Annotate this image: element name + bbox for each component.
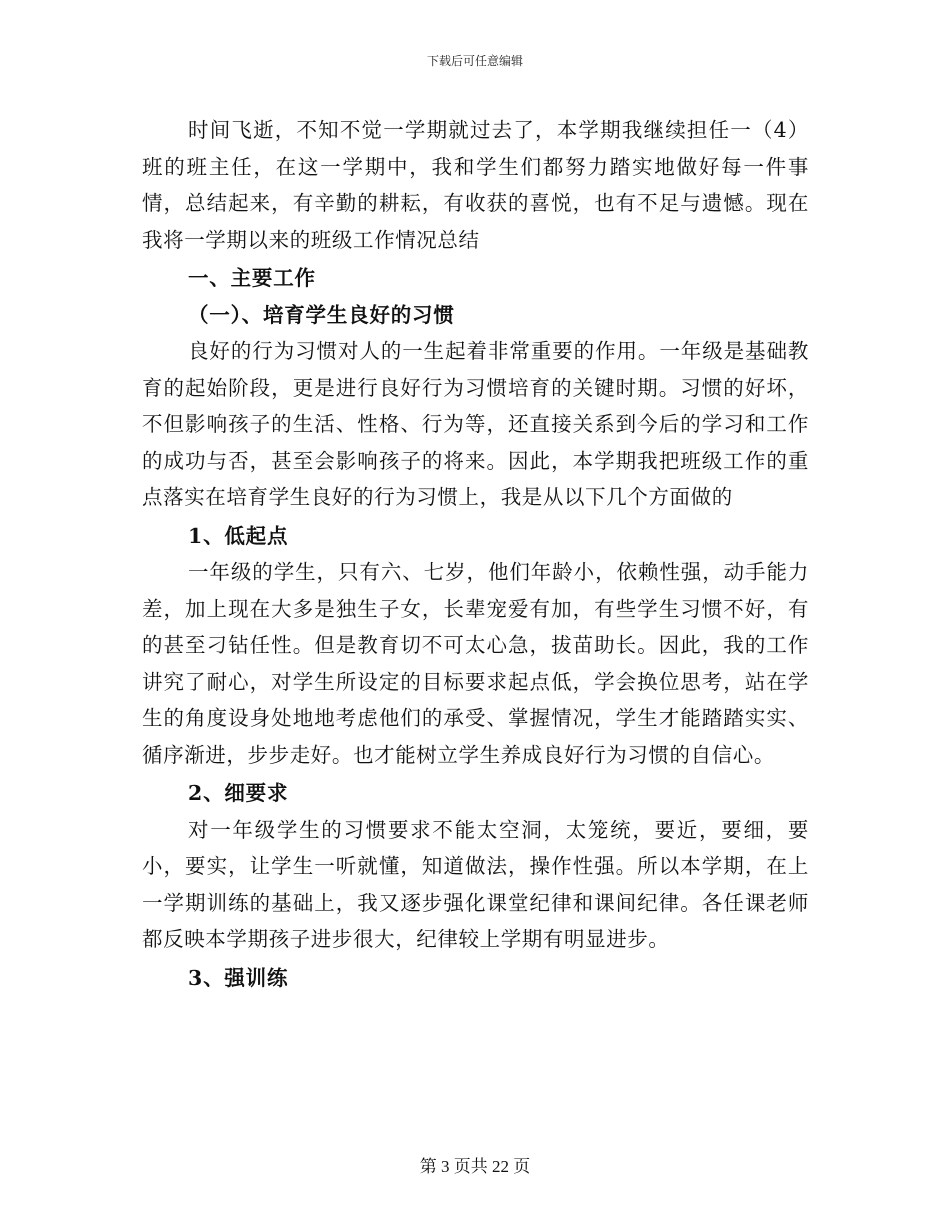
detailed-requirements-paragraph: 对一年级学生的习惯要求不能太空洞，太笼统，要近，要细，要小，要实，让学生一听就懂，知道做法，操作性强。所以本学期，在上一学期训练的基础上，我又逐步强化课堂纪律和课间纪律。各任课老师都反映本学期孩子进步很大，纪律较上学期有明显进步。	[142, 817, 809, 951]
section-heading-main-work: 一、主要工作	[188, 266, 316, 290]
subsection-heading-habits: （一）、培育学生良好的习惯	[188, 302, 455, 327]
item-heading-detailed-requirements: 2、细要求	[188, 781, 289, 805]
item-heading-low-start: 1、低起点	[188, 523, 289, 548]
intro-paragraph: 时间飞逝，不知不觉一学期就过去了，本学期我继续担任一（4）班的班主任，在这一学期中，我和学生们都努力踏实地做好每一件事情，总结起来，有辛勤的耕耘，有收获的喜悦，也有不足与遗憾。现在我将一学期以来的班级工作情况总结	[142, 118, 809, 252]
page-number: 第 3 页共 22 页	[419, 1157, 531, 1176]
document-body	[142, 112, 809, 996]
low-start-paragraph: 一年级的学生，只有六、七岁，他们年龄小，依赖性强，动手能力差，加上现在大多是独生子女，长辈宠爱有加，有些学生习惯不好，有的甚至刁钻任性。但是教育切不可太心急，拔苗助长。因此，我的工作讲究了耐心，对学生所设定的目标要求起点低，学会换位思考，站在学生的角度设身处地地考虑他们的承受、掌握情况，学生才能踏踏实实、循序渐进，步步走好。也才能树立学生养成良好行为习惯的自信心。	[142, 560, 809, 767]
page-header-note: 下载后可任意编辑	[426, 54, 523, 68]
habits-paragraph: 良好的行为习惯对人的一生起着非常重要的作用。一年级是基础教育的起始阶段，更是进行良好行为习惯培育的关键时期。习惯的好坏，不但影响孩子的生活、性格、行为等，还直接关系到今后的学习和工作的成功与否，甚至会影响孩子的将来。因此，本学期我把班级工作的重点落实在培育学生良好的行为习惯上，我是从以下几个方面做的	[142, 339, 809, 509]
item-heading-strong-training: 3、强训练	[188, 965, 289, 990]
